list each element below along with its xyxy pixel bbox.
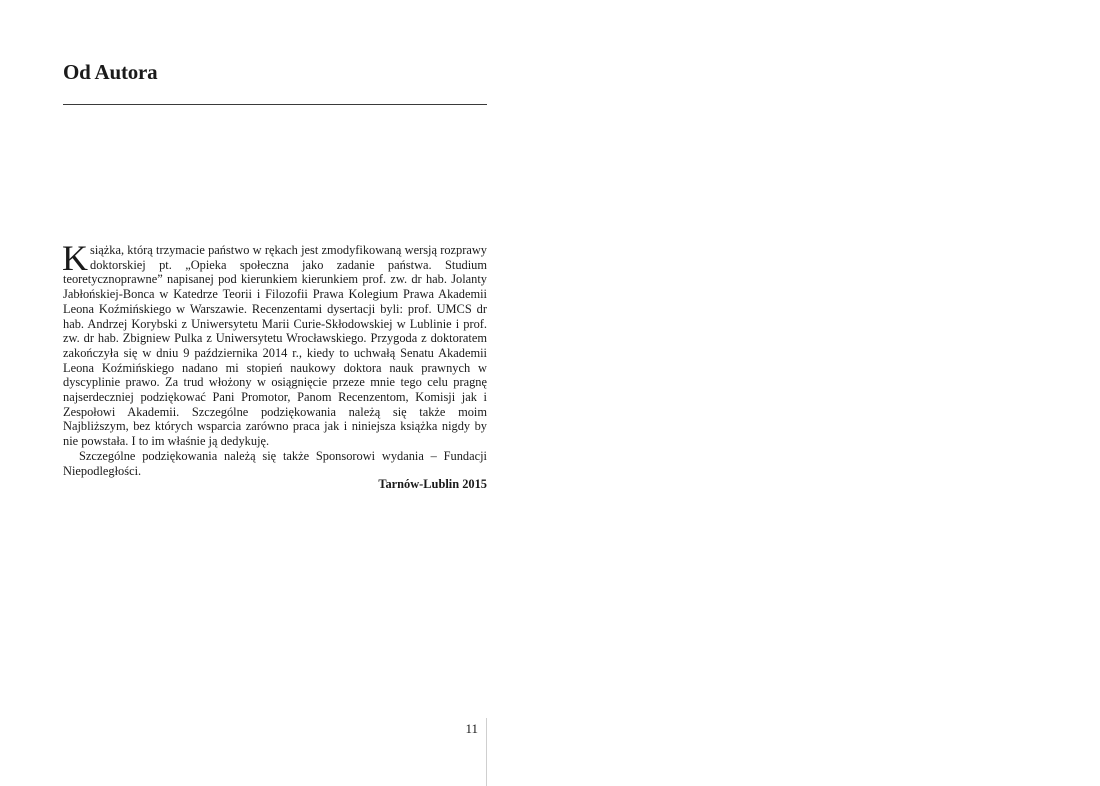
page-number: 11 bbox=[465, 721, 478, 736]
paragraph-1 bbox=[62, 238, 487, 449]
paragraph-1-text: siążka, którą trzymacie państwo w rękach jest zmodyfikowaną wersją rozprawy doktorskiej pt. „Opieka społeczna jako zadanie państwa. Studium teoretycznoprawne” napisanej pod kierunkiem kierunkiem prof. zw. dr hab. Jolanty Jabłońskiej-Bonca w Katedrze Teorii i Filozofii Prawa Kolegium Prawa Akademii Leona Koźmińskiego w Warszawie. Recenzentami dysertacji byli: prof. UMCS dr hab. Andrzej Korybski z Uniwersytetu Marii Curie-Skłodowskiej w Lublinie i prof. zw. dr hab. Zbigniew Pulka z Uniwersytetu Wrocławskiego. Przygoda z doktoratem zakończyła się w dniu 9 października 2014 r., kiedy to uchwałą Senatu Akademii Leona Koźmińskiego nadano mi stopień naukowy doktora nauk prawnych w dyscyplinie prawo. Za trud włożony w osiągnięcie przeze mnie tego celu pragnę najserdeczniej podziękować Pani Promotor, Panom Recenzentom, Komisji jak i Zespołowi Akademii. Szczególne podziękowania należą się także moim Najbliższym, bez których wsparcia zarówno praca jak i niniejsza książka nigdy by nie powstała. I to im właśnie ją dedykuję. bbox=[63, 243, 487, 449]
drop-cap: K bbox=[62, 238, 88, 278]
chapter-heading: Od Autora bbox=[63, 60, 158, 84]
place-date-signature: Tarnów-Lublin 2015 bbox=[378, 477, 487, 491]
paragraph-2: Szczególne podziękowania należą się także Sponsorowi wydania – Fundacji Niepodległości. bbox=[63, 448, 487, 478]
page-fold-line bbox=[486, 718, 487, 786]
body-text bbox=[62, 238, 487, 478]
heading-rule bbox=[63, 104, 487, 105]
